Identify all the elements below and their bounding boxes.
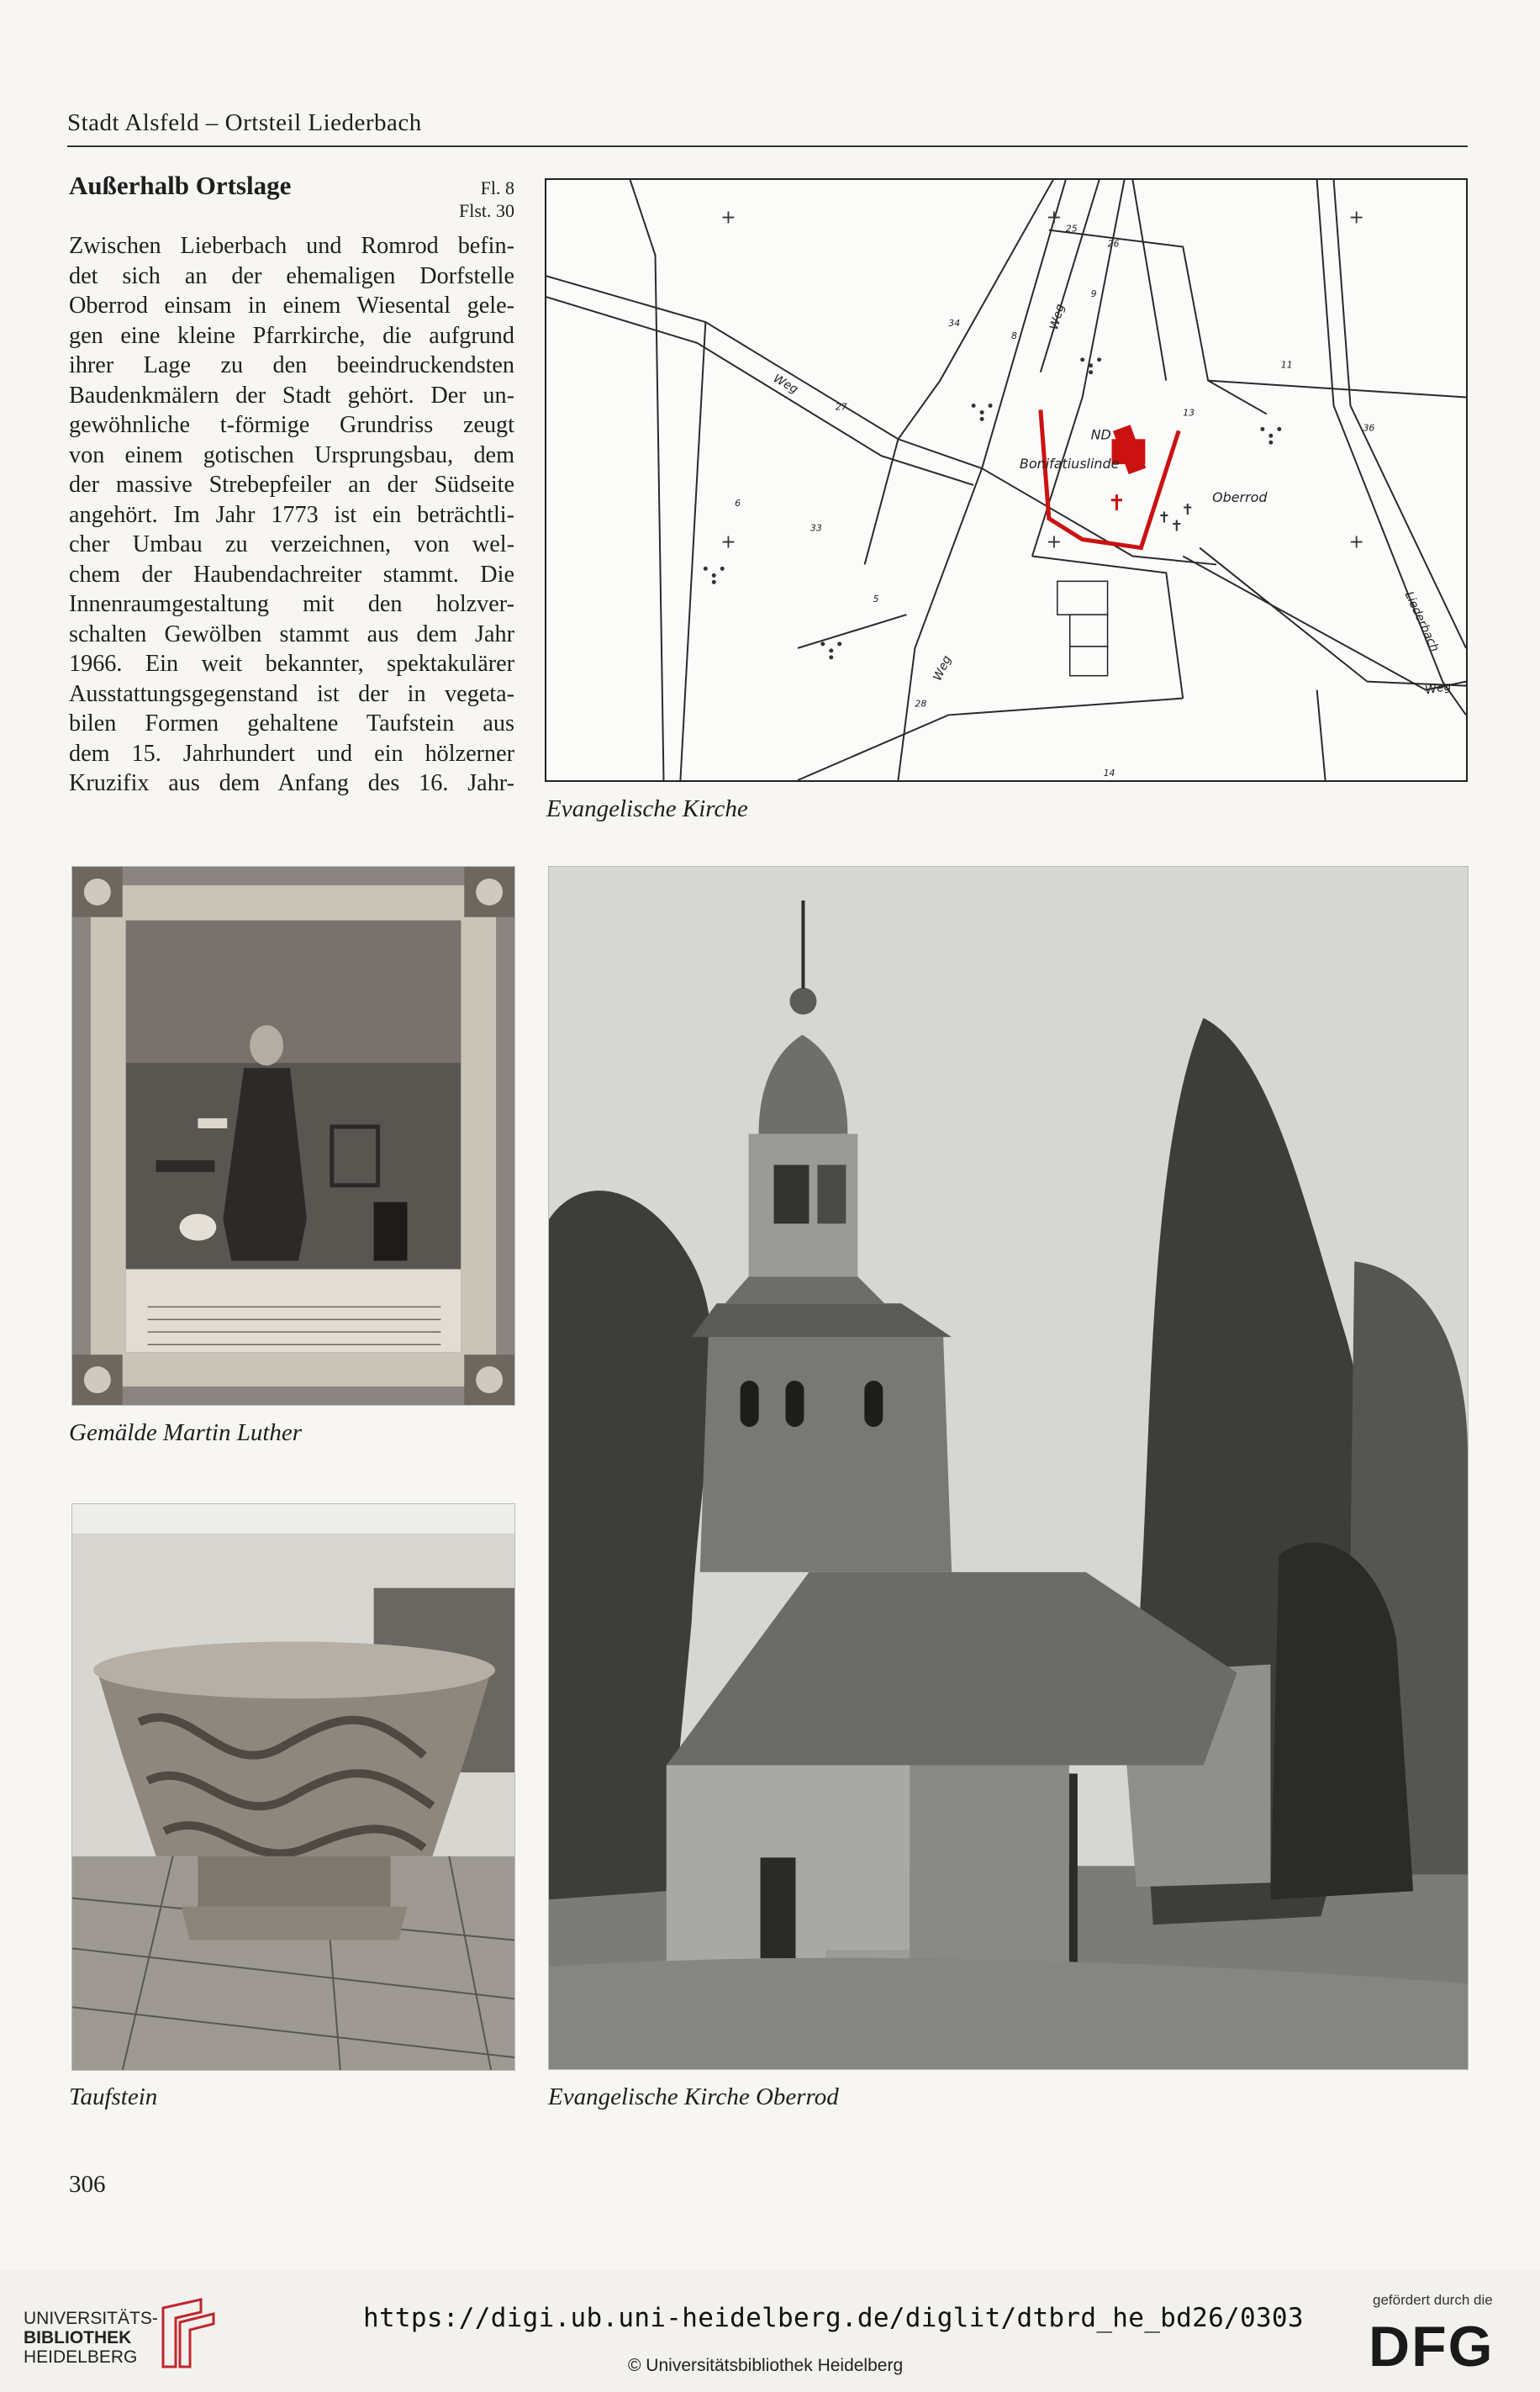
svg-text:+: + xyxy=(1348,207,1364,229)
map-label-nd: ND xyxy=(1090,426,1111,443)
library-logo-mark-icon xyxy=(155,2295,222,2371)
library-logo xyxy=(24,2309,158,2367)
body-line: schalten Gewölben stammt aus dem Jahr xyxy=(69,620,514,647)
body-line: bilen Formen gehaltene Taufstein aus xyxy=(69,710,514,737)
svg-text:+: + xyxy=(720,207,736,229)
body-line: Ausstattungsgegenstand ist der in vegeta- xyxy=(69,680,514,707)
map-labels xyxy=(735,224,1453,779)
map-label-weg: Weg xyxy=(1424,679,1453,698)
section-title: Außerhalb Ortslage xyxy=(69,171,292,200)
parcel-label: 27 xyxy=(835,401,847,413)
page-number: 306 xyxy=(69,2171,106,2198)
library-name-line1: UNIVERSITÄTS- xyxy=(24,2309,158,2328)
body-line: ihrer Lage zu den beeindruckendsten xyxy=(69,352,514,378)
map-label-weg: Weg xyxy=(1047,302,1068,332)
svg-text:+: + xyxy=(1046,531,1063,553)
library-name-line2: BIBLIOTHEK xyxy=(24,2328,132,2347)
body-text xyxy=(69,231,514,799)
svg-text:+: + xyxy=(720,531,736,553)
map-label-weg: Weg xyxy=(771,372,801,397)
font-image xyxy=(72,1504,514,2070)
svg-text:✝: ✝ xyxy=(1158,509,1171,527)
body-line: gen eine kleine Pfarrkirche, die aufgrund xyxy=(69,322,514,349)
caption-font: Taufstein xyxy=(69,2083,158,2110)
parcel-label: 28 xyxy=(915,698,927,710)
flur-number: Fl. 8 xyxy=(480,177,514,198)
parcel-label: 8 xyxy=(1010,330,1017,341)
map-label-weg: Weg xyxy=(931,653,955,684)
svg-text:✝: ✝ xyxy=(1170,517,1184,536)
svg-text:+: + xyxy=(1348,531,1364,553)
body-line: Zwischen Lieberbach und Romrod befin- xyxy=(69,233,514,259)
parcel-label: 25 xyxy=(1065,223,1078,235)
copyright-notice: © Universitätsbibliothek Heidelberg xyxy=(628,2356,904,2375)
caption-luther: Gemälde Martin Luther xyxy=(69,1419,303,1446)
body-line: Kruzifix aus dem Anfang des 16. Jahr- xyxy=(69,770,514,796)
parcel-label: 34 xyxy=(948,318,961,330)
parcel-label: 26 xyxy=(1107,238,1120,250)
body-line: chem der Haubendachreiter stammt. Die xyxy=(69,561,514,588)
church-image xyxy=(549,867,1468,2069)
caption-church: Evangelische Kirche Oberrod xyxy=(548,2083,839,2110)
svg-text:+: + xyxy=(1046,207,1063,229)
document-url-link[interactable]: https://digi.ub.uni-heidelberg.de/diglit/dtbrd_he_bd26/0303 xyxy=(363,2303,1304,2333)
building-outlines xyxy=(1057,581,1108,675)
font-photo xyxy=(71,1503,515,2071)
body-line: 1966. Ein weit bekannter, spektakulärer xyxy=(69,651,514,677)
map-label-oberrod: Oberrod xyxy=(1212,488,1268,505)
body-line: cher Umbau zu verzeichnen, von wel- xyxy=(69,531,514,557)
map-label-linde: Bonifatiuslinde xyxy=(1019,456,1120,473)
body-line: Oberrod einsam in einem Wiesental gele- xyxy=(69,293,514,319)
parcel-label: 36 xyxy=(1363,422,1375,434)
map-label-liederbach: Liederbach xyxy=(1401,589,1442,654)
parcel-reference xyxy=(395,177,514,222)
body-line: Innenraumgestaltung mit den holzver- xyxy=(69,591,514,617)
running-header: Stadt Alsfeld – Ortsteil Liederbach xyxy=(67,109,422,136)
funding-note: gefördert durch die xyxy=(1373,2292,1493,2308)
body-line: dem 15. Jahrhundert und ein hölzerner xyxy=(69,740,514,767)
flurstueck-number: Flst. 30 xyxy=(458,200,514,221)
svg-text:✝: ✝ xyxy=(1181,500,1195,519)
svg-text:✝: ✝ xyxy=(1107,490,1126,516)
parcel-label: 33 xyxy=(810,522,822,534)
dfg-logo: DFG xyxy=(1369,2315,1495,2379)
luther-painting-photo xyxy=(71,866,515,1406)
parcel-label: 13 xyxy=(1183,407,1195,419)
parcel-dots xyxy=(704,357,1281,659)
body-line: von einem gotischen Ursprungsbau, dem xyxy=(69,441,514,468)
body-line: det sich an der ehemaligen Dorfstelle xyxy=(69,262,514,289)
body-line: gewöhnliche t-förmige Grundriss zeugt xyxy=(69,412,514,438)
parcel-label: 11 xyxy=(1280,359,1293,371)
cadastral-map xyxy=(545,178,1468,782)
parcel-label: 14 xyxy=(1103,768,1115,779)
parcel-label: 5 xyxy=(873,594,879,605)
header-rule xyxy=(67,145,1468,147)
library-name-line3: HEIDELBERG xyxy=(24,2347,138,2367)
body-line: angehört. Im Jahr 1773 ist ein beträchtli- xyxy=(69,501,514,528)
body-line: der massive Strebepfeiler an der Südseite xyxy=(69,472,514,498)
parcel-label: 6 xyxy=(735,497,741,509)
map-drawing xyxy=(546,180,1466,780)
church-photo xyxy=(548,866,1469,2070)
caption-map: Evangelische Kirche xyxy=(546,795,748,822)
body-line: Baudenkmälern der Stadt gehört. Der un- xyxy=(69,382,514,409)
parcel-label: 9 xyxy=(1090,288,1097,300)
luther-painting-image xyxy=(72,867,514,1405)
